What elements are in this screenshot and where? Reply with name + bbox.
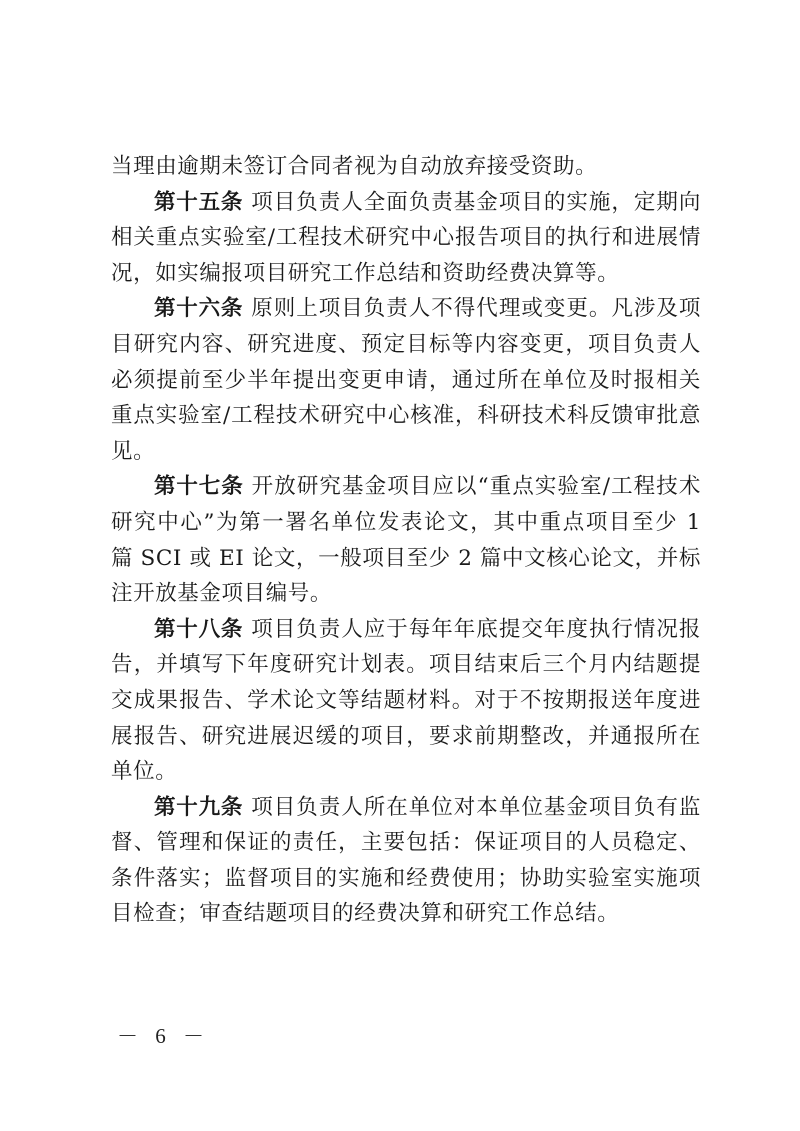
article-number: 第十七条 (154, 474, 244, 500)
page-number: － 6 － (117, 1024, 210, 1048)
article-number: 第十六条 (154, 296, 244, 322)
paragraph-text: 项目负责人所在单位对本单位基金项目负有监督、管理和保证的责任，主要包括：保证项目的人员稳定、条件落实；监督项目的实施和经费使用；协助实验室实施项目检查；审查结题项目的经费决算和研究工作总结。 (111, 794, 701, 927)
article-number: 第十八条 (154, 616, 244, 642)
paragraph-article-19 (111, 790, 701, 932)
paragraph-text: 当理由逾期未签订合同者视为自动放弃接受资助。 (111, 154, 598, 179)
paragraph-text: 项目负责人全面负责基金项目的实施，定期向相关重点实验室/工程技术研究中心报告项目的执行和进展情况，如实编报项目研究工作总结和资助经费决算等。 (111, 189, 701, 286)
paragraph-text: 项目负责人应于每年年底提交年度执行情况报告，并填写下年度研究计划表。项目结束后三个月内结题提交成果报告、学术论文等结题材料。对于不按期报送年度进展报告、研究进展迟缓的项目，要求前期整改，并通报所在单位。 (111, 616, 701, 785)
paragraph-article-15 (111, 185, 701, 292)
paragraph-article-17 (111, 469, 701, 611)
document-body (111, 149, 701, 932)
paragraph-continuation (111, 149, 701, 185)
article-number: 第十五条 (154, 189, 244, 215)
paragraph-text: 开放研究基金项目应以“重点实验室/工程技术研究中心”为第一署名单位发表论文，其中重点项目至少 1 篇 SCI 或 EI 论文，一般项目至少 2 篇中文核心论文，并标注开放基金项目编号。 (111, 474, 701, 607)
paragraph-text: 原则上项目负责人不得代理或变更。凡涉及项目研究内容、研究进度、预定目标等内容变更，项目负责人必须提前至少半年提出变更申请，通过所在单位及时报相关重点实验室/工程技术研究中心核准，科研技术科反馈审批意见。 (111, 296, 701, 464)
paragraph-article-18 (111, 612, 701, 790)
paragraph-article-16 (111, 291, 701, 469)
article-number: 第十九条 (154, 794, 244, 820)
